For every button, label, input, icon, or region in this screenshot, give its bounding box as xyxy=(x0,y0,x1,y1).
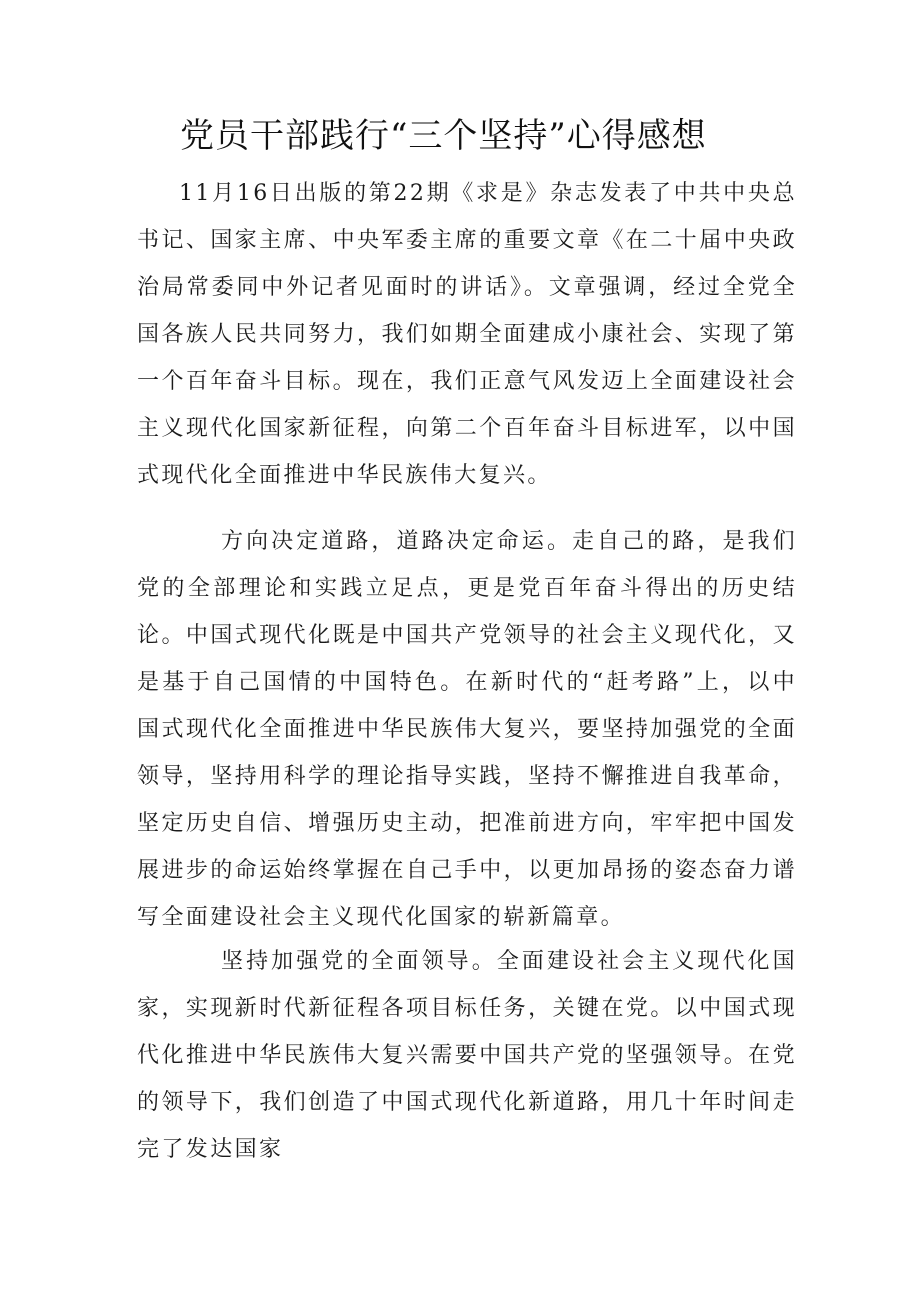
paragraph-3: 坚持加强党的全面领导。全面建设社会主义现代化国家，实现新时代新征程各项目标任务，关键在党。以中国式现代化推进中华民族伟大复兴需要中国共产党的坚强领导。在党的领导下，我们创造了中国式现代化新道路，用几十年时间走完了发达国家 xyxy=(137,949,797,1162)
paragraph-1: 11月16日出版的第22期《求是》杂志发表了中共中央总书记、国家主席、中央军委主席的重要文章《在二十届中央政治局常委同中外记者见面时的讲话》。文章强调，经过全党全国各族人民共同努力，我们如期全面建成小康社会、实现了第一个百年奋斗目标。现在，我们正意气风发迈上全面建设社会主义现代化国家新征程，向第二个百年奋斗目标进军，以中国式现代化全面推进中华民族伟大复兴。 xyxy=(137,181,797,488)
paragraph-2: 方向决定道路，道路决定命运。走自己的路，是我们党的全部理论和实践立足点，更是党百年奋斗得出的历史结论。中国式现代化既是中国共产党领导的社会主义现代化，又是基于自己国情的中国特色。在新时代的“赶考路”上，以中国式现代化全面推进中华民族伟大复兴，要坚持加强党的全面领导，坚持用科学的理论指导实践，坚持不懈推进自我革命，坚定历史自信、增强历史主动，把准前进方向，牢牢把中国发展进步的命运始终掌握在自己手中，以更加昂扬的姿态奋力谱写全面建设社会主义现代化国家的崭新篇章。 xyxy=(137,529,797,930)
document-title: 党员干部践行“三个坚持”心得感想 xyxy=(180,116,707,156)
